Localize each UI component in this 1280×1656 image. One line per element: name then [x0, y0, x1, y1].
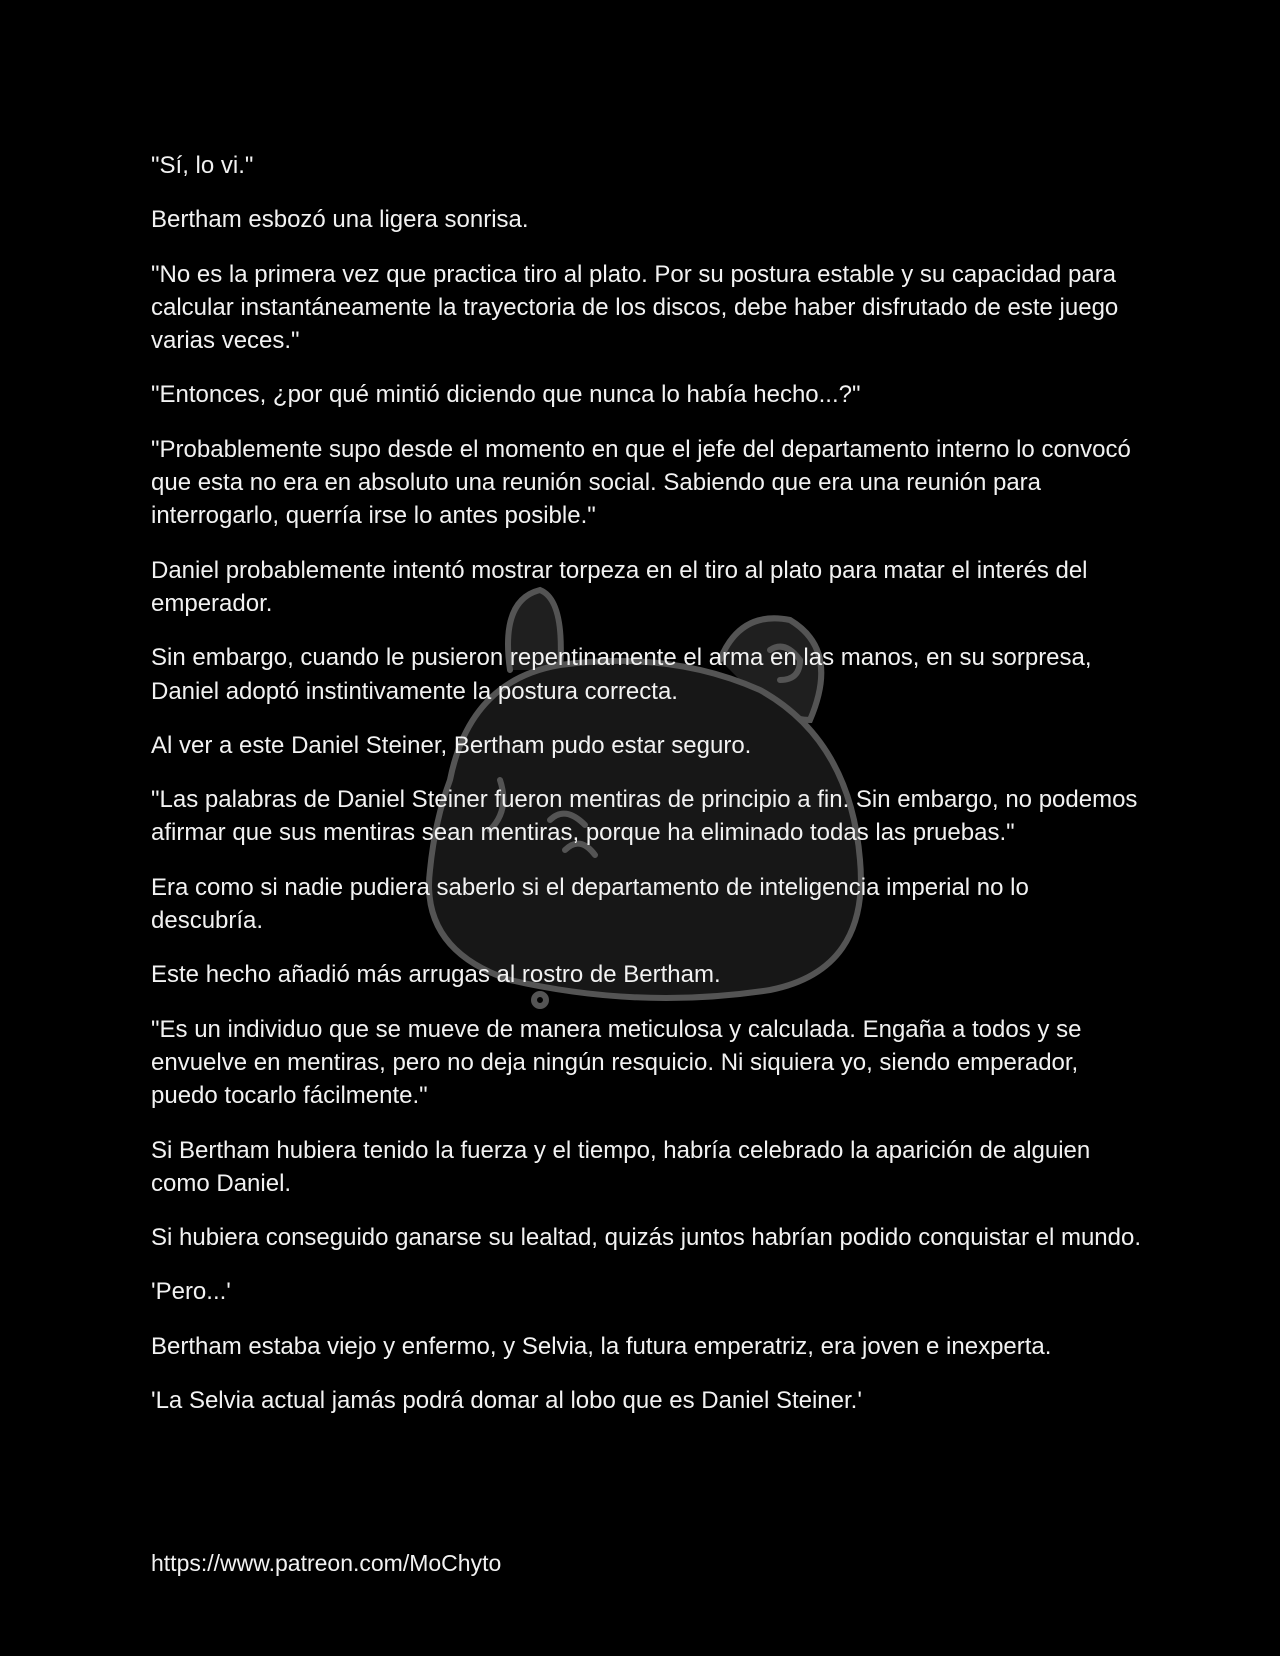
paragraph: Bertham estaba viejo y enfermo, y Selvia, la futura emperatriz, era joven e inexperta.	[151, 1332, 1052, 1360]
paragraph: "No es la primera vez que practica tiro al plato. Por su postura estable y su capacidad para calcular instantáneamente la trayectoria de los discos, debe haber disfrutado de este juego varias veces."	[151, 260, 1119, 355]
paragraph: 'La Selvia actual jamás podrá domar al lobo que es Daniel Steiner.'	[151, 1387, 862, 1415]
paragraph: Sin embargo, cuando le pusieron repentinamente el arma en las manos, en su sorpresa, Daniel adoptó instintivamente la postura correcta.	[151, 644, 1092, 705]
paragraph: Era como si nadie pudiera saberlo si el departamento de inteligencia imperial no lo descubría.	[151, 873, 1029, 935]
paragraph: "Es un individuo que se mueve de manera meticulosa y calculada. Engaña a todos y se envuelve en mentiras, pero no deja ningún resquicio. Ni siquiera yo, siendo emperador, puedo tocarlo fácilmente."	[151, 1015, 1082, 1110]
paragraph: "Probablemente supo desde el momento en que el jefe del departamento interno lo convocó que esta no era en absoluto una reunión social. Sabiendo que era una reunión para interrogarlo, querría irse lo antes posible."	[151, 435, 1131, 530]
paragraph: Este hecho añadió más arrugas al rostro de Bertham.	[151, 961, 721, 989]
paragraph: "Sí, lo vi."	[151, 152, 254, 179]
paragraph: "Las palabras de Daniel Steiner fueron mentiras de principio a fin. Sin embargo, no podemos afirmar que sus mentiras sean mentiras, porque ha eliminado todas las pruebas."	[151, 786, 1138, 847]
paragraph: Bertham esbozó una ligera sonrisa.	[151, 206, 529, 234]
paragraph: Daniel probablemente intentó mostrar torpeza en el tiro al plato para matar el interés del emperador.	[151, 556, 1088, 617]
paragraph: Si hubiera conseguido ganarse su lealtad, quizás juntos habrían podido conquistar el mundo.	[151, 1224, 1141, 1252]
paragraph: 'Pero...'	[151, 1278, 231, 1306]
story-text	[151, 149, 1141, 1438]
paragraph: Al ver a este Daniel Steiner, Bertham pudo estar seguro.	[151, 731, 752, 759]
paragraph: "Entonces, ¿por qué mintió diciendo que nunca lo había hecho...?"	[151, 381, 861, 409]
patreon-link[interactable]: https://www.patreon.com/MoChyto	[151, 1550, 502, 1576]
paragraph: Si Bertham hubiera tenido la fuerza y el tiempo, habría celebrado la aparición de alguien como Daniel.	[151, 1136, 1091, 1197]
